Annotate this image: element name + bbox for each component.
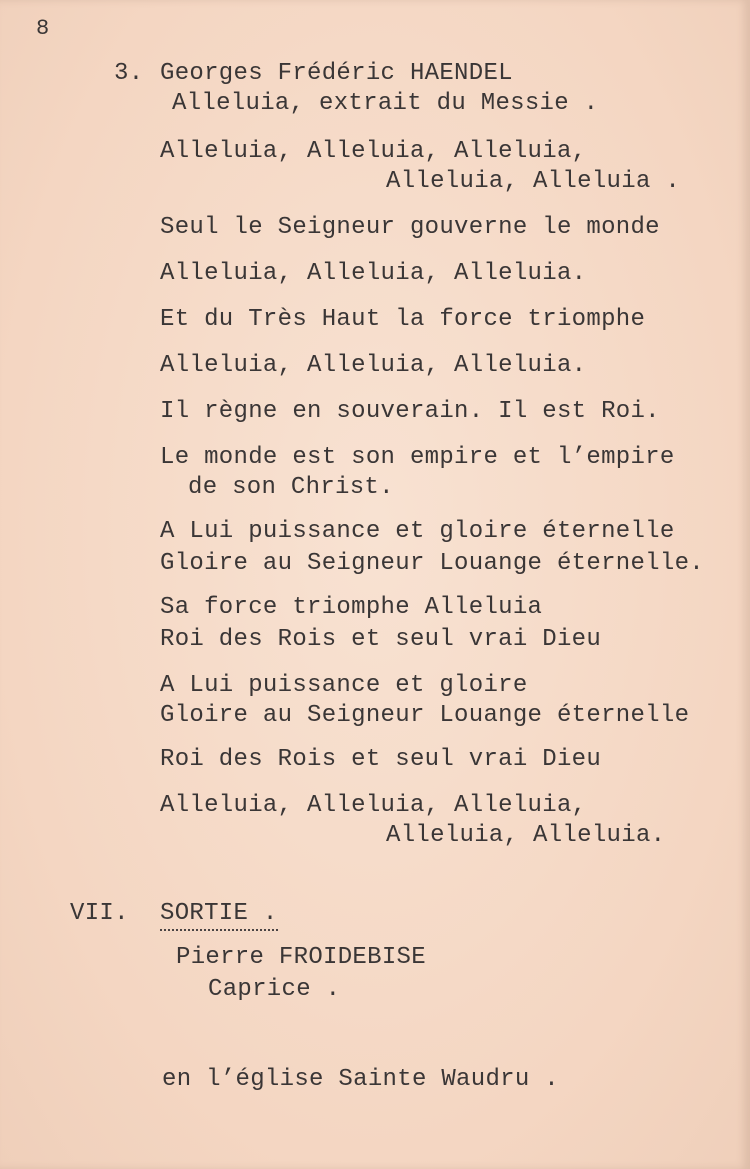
lyric-line: Roi des Rois et seul vrai Dieu <box>160 746 602 773</box>
lyric-line: Sa force triomphe Alleluia <box>160 594 543 621</box>
section-7-work: Caprice . <box>208 976 341 1003</box>
lyric-line: Et du Très Haut la force triomphe <box>160 306 646 333</box>
lyric-line: Alleluia, Alleluia, Alleluia, <box>160 792 587 819</box>
lyric-line: Alleluia, Alleluia, Alleluia. <box>160 352 587 379</box>
section-3-work: Alleluia, extrait du Messie . <box>172 90 599 117</box>
lyric-line: de son Christ. <box>188 474 394 501</box>
section-7-title: SORTIE . <box>160 902 278 931</box>
section-3-number: 3. <box>114 60 144 87</box>
lyric-line: Alleluia, Alleluia. <box>386 822 666 849</box>
lyric-line: A Lui puissance et gloire éternelle <box>160 518 675 545</box>
section-7-composer: Pierre FROIDEBISE <box>176 944 426 971</box>
lyric-line: Alleluia, Alleluia . <box>386 168 681 195</box>
lyric-line: Alleluia, Alleluia, Alleluia, <box>160 138 587 165</box>
venue-footer: en l’église Sainte Waudru . <box>162 1066 559 1093</box>
lyric-line: Seul le Seigneur gouverne le monde <box>160 214 660 241</box>
lyric-line: Alleluia, Alleluia, Alleluia. <box>160 260 587 287</box>
section-7-number: VII. <box>70 900 129 927</box>
lyric-line: Le monde est son empire et l’empire <box>160 444 675 471</box>
lyric-line: Roi des Rois et seul vrai Dieu <box>160 626 602 653</box>
lyric-line: Gloire au Seigneur Louange éternelle. <box>160 550 704 577</box>
lyric-line: A Lui puissance et gloire <box>160 672 528 699</box>
section-3-composer: Georges Frédéric HAENDEL <box>160 60 513 87</box>
lyric-line: Gloire au Seigneur Louange éternelle <box>160 702 690 729</box>
lyric-line: Il règne en souverain. Il est Roi. <box>160 398 660 425</box>
page-number: 8 <box>36 16 50 41</box>
